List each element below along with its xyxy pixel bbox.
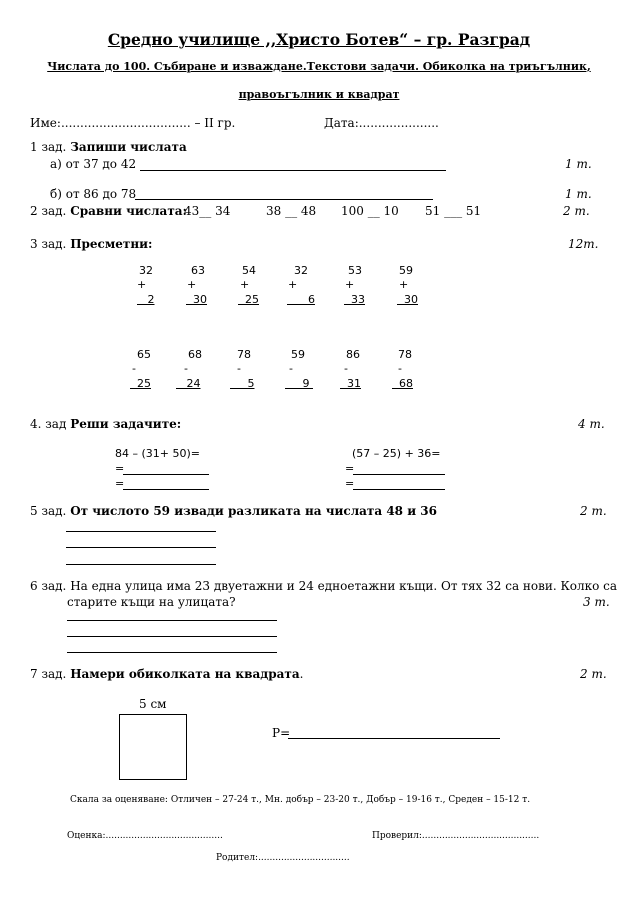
task1-heading — [30, 140, 187, 154]
task4-number: 4. зад — [30, 417, 67, 431]
task1-b-text: б) от 86 до 78 — [50, 187, 137, 201]
add-6-top: 59 — [399, 264, 413, 277]
task4-heading — [30, 417, 181, 431]
perimeter-label: P= — [272, 726, 291, 740]
parent-signature-field: Родител:................................ — [216, 853, 350, 863]
sub-5-top: 86 — [346, 348, 360, 361]
task4-left-answer-line1[interactable] — [123, 474, 209, 475]
add-3-op: + — [240, 278, 250, 291]
task6-answer-line2[interactable] — [67, 636, 277, 637]
sub-3-top: 78 — [237, 348, 251, 361]
task7-title-period: . — [299, 667, 304, 681]
add-5-op: + — [345, 278, 355, 291]
task6-line1 — [30, 579, 617, 593]
add-2-bottom: 30 — [193, 293, 207, 306]
sub-1-top: 65 — [137, 348, 151, 361]
task2-title: Сравни числата: — [70, 204, 187, 218]
sub-1-op: - — [132, 362, 136, 375]
task5-answer-line1[interactable] — [66, 531, 216, 532]
task4-right-eq2: = — [345, 477, 355, 490]
task6-answer-line3[interactable] — [67, 652, 277, 653]
task2-points: 2 т. — [563, 204, 590, 218]
task3-number: 3 зад. — [30, 237, 67, 251]
task4-left-eq1: = — [115, 462, 125, 475]
task4-right-eq1: = — [345, 462, 355, 475]
task1-b-points: 1 т. — [565, 187, 592, 201]
task7-heading — [30, 667, 303, 681]
sub-6-op: - — [398, 362, 402, 375]
sub-6-bottom: 68 — [399, 377, 413, 390]
task4-right-answer-line1[interactable] — [353, 474, 445, 475]
task2-item: 38 __ 48 — [266, 204, 317, 218]
task2-number: 2 зад. — [30, 204, 67, 218]
sub-4-op: - — [289, 362, 293, 375]
sub-1-bottom: 25 — [137, 377, 151, 390]
task3-heading — [30, 237, 152, 251]
perimeter-answer-line[interactable] — [288, 738, 500, 739]
add-3-bottom: 25 — [245, 293, 259, 306]
task1-number: 1 зад. — [30, 140, 67, 154]
task7-title: Намери обиколката на квадрата — [70, 667, 300, 681]
task1-title: Запиши числата — [70, 140, 187, 154]
add-2-op: + — [187, 278, 197, 291]
sub-2-top: 68 — [188, 348, 202, 361]
task6-text-line1: На една улица има 23 двуетажни и 24 едноетажни къщи. От тях 32 са нови. Колко са — [70, 579, 618, 593]
task1-a-points: 1 т. — [565, 157, 592, 171]
sub-2-bottom: 24 — [186, 377, 201, 390]
task1-a-answer-line[interactable] — [140, 170, 446, 171]
task2-item: 100 __ 10 — [341, 204, 399, 218]
task2-item: 43__ 34 — [184, 204, 231, 218]
sub-6-top: 78 — [398, 348, 412, 361]
task4-points: 4 т. — [578, 417, 605, 431]
task6-text-line2: старите къщи на улицата? — [67, 595, 236, 609]
add-3-top: 54 — [242, 264, 256, 277]
task3-title: Пресметни: — [70, 237, 153, 251]
date-field-label: Дата:..................... — [324, 116, 439, 130]
task4-left-expression: 84 – (31+ 50)= — [115, 447, 200, 460]
task4-title: Реши задачите: — [70, 417, 182, 431]
task6-points: 3 т. — [583, 595, 610, 609]
add-2-top: 63 — [191, 264, 205, 277]
task7-points: 2 т. — [580, 667, 607, 681]
add-6-bottom: 30 — [404, 293, 418, 306]
page-subtitle-line2: правоъгълник и квадрат — [238, 88, 400, 101]
add-4-top: 32 — [294, 264, 308, 277]
task4-right-expression: (57 – 25) + 36= — [352, 447, 441, 460]
add-1-top: 32 — [139, 264, 153, 277]
task2-heading — [30, 204, 187, 218]
sub-4-top: 59 — [291, 348, 305, 361]
add-1-op: + — [137, 278, 147, 291]
task7-number: 7 зад. — [30, 667, 67, 681]
checked-by-field: Проверил:......................................... — [372, 831, 540, 841]
add-4-op: + — [288, 278, 298, 291]
task1-b-answer-line[interactable] — [135, 199, 433, 200]
grade-field: Оценка:......................................... — [67, 831, 223, 841]
task4-left-answer-line2[interactable] — [123, 489, 209, 490]
task6-answer-line1[interactable] — [67, 620, 277, 621]
task6-number: 6 зад. — [30, 579, 67, 593]
task2-item: 51 ___ 51 — [425, 204, 482, 218]
sub-5-bottom: 31 — [347, 377, 361, 390]
sub-4-bottom: 9 — [302, 377, 310, 390]
grading-scale: Скала за оценяване: Отличен – 27-24 т., Мн. добър – 23-20 т., Добър – 19-16 т., Среден – 15-12 т. — [70, 795, 531, 805]
add-1-bottom: 2 — [147, 293, 155, 306]
task5-answer-line2[interactable] — [66, 547, 216, 548]
page-title: Средно училище ,,Христо Ботев“ – гр. Разград — [107, 30, 531, 49]
task5-answer-line3[interactable] — [66, 564, 216, 565]
sub-5-op: - — [344, 362, 348, 375]
task5-number: 5 зад. — [30, 504, 67, 518]
page-subtitle-line1: Числата до 100. Събиране и изваждане.Текстови задачи. Обиколка на триъгълник, — [47, 60, 591, 73]
task5-heading — [30, 504, 437, 518]
task5-points: 2 т. — [580, 504, 607, 518]
add-5-top: 53 — [348, 264, 362, 277]
task1-a-text: а) от 37 до 42 — [50, 157, 137, 171]
task4-left-eq2: = — [115, 477, 125, 490]
task3-points: 12т. — [568, 237, 599, 251]
task5-title: От числото 59 извади разликата на числата 48 и 36 — [70, 504, 437, 518]
task4-right-answer-line2[interactable] — [353, 489, 445, 490]
sub-3-op: - — [237, 362, 241, 375]
sub-3-bottom: 5 — [247, 377, 255, 390]
add-6-op: + — [399, 278, 409, 291]
add-5-bottom: 33 — [351, 293, 365, 306]
square-shape — [119, 714, 187, 780]
sub-2-op: - — [184, 362, 188, 375]
add-4-bottom: 6 — [307, 293, 315, 306]
name-field-label: Име:.................................. – II гр. — [30, 116, 236, 130]
square-side-label: 5 см — [139, 697, 167, 711]
